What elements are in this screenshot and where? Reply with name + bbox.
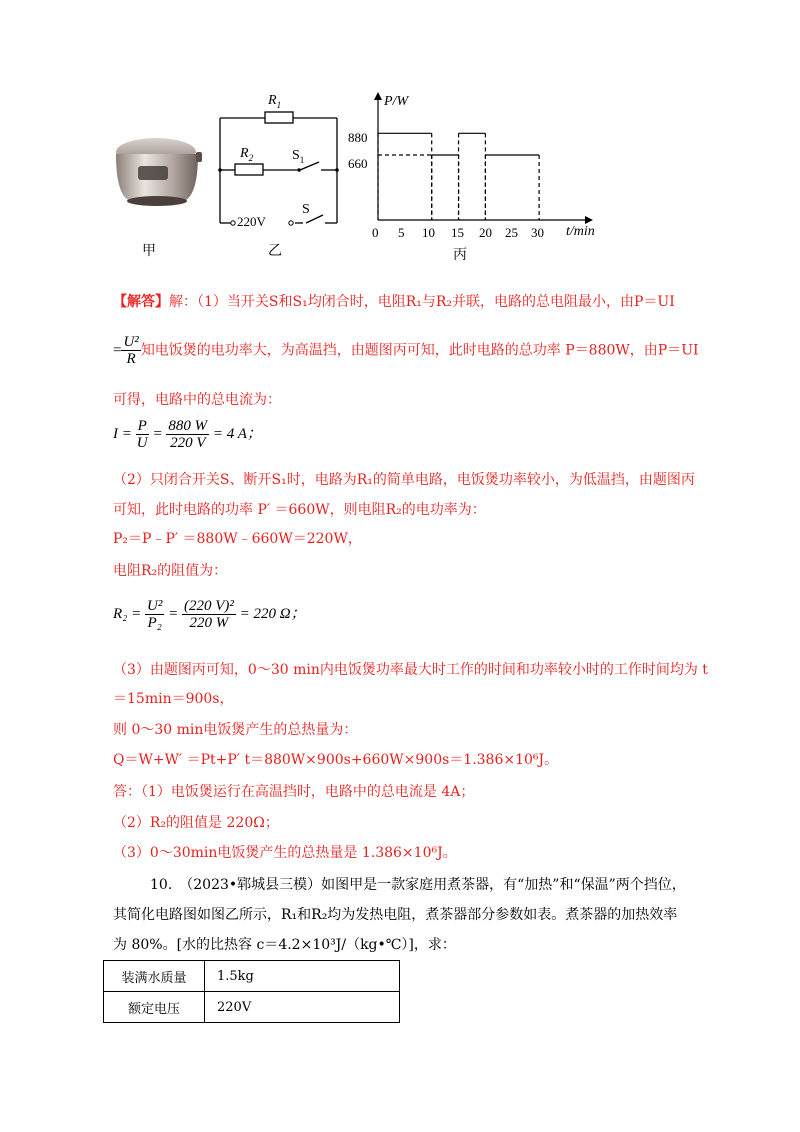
xtick-20: 20 — [479, 225, 492, 240]
solution-line-16: （3）0～30min电饭煲产生的总热量是 1.386×10⁶J。 — [113, 845, 457, 861]
solution-line-6: 可知，此时电路的功率 P′ ＝660W，则电阻R₂的电功率为： — [113, 502, 486, 518]
solution-line-5: （2）只闭合开关S、断开S₁时，电路为R₁的简单电路，电饭煲功率较小，为低温挡，由题图丙 — [113, 472, 695, 488]
xtick-5: 5 — [398, 225, 405, 240]
parameter-table — [103, 960, 400, 1023]
figure-jia-label: 甲 — [142, 243, 156, 259]
equation-resistance: R₂ = $\frac{\text{U²}}{\text{P₂}}$ = $\frac{\text{(220 V)²}}{220 W}$ = 220 Ω； — [113, 598, 306, 631]
problem10-line-2: 其简化电路图如图乙所示，R₁和R₂均为发热电阻，煮茶器部分参数如表。煮茶器的加热效率 — [113, 907, 678, 923]
solution-line-11: ＝15min＝900s， — [113, 691, 234, 707]
solution-line-1: 【解答】解：（1）当开关S和S₁均闭合时，电阻R₁与R₂并联，电路的总电阻最小，由P＝UI — [113, 294, 675, 310]
ytick-880: 880 — [348, 130, 368, 145]
figure-bing-label: 丙 — [453, 247, 467, 263]
r2-label: $R_2$ — [240, 146, 254, 163]
circuit-diagram — [215, 90, 345, 240]
solution-line-10: （3）由题图丙可知，0～30 min内电饭煲功率最大时工作的时间和功率较小时的工作时间均为 t — [113, 662, 708, 678]
xtick-10: 10 — [422, 225, 435, 240]
xtick-25: 25 — [505, 225, 518, 240]
r1-label: $R_1$ — [268, 93, 282, 110]
table-key: 装满水质量 — [104, 961, 205, 992]
table-row — [104, 992, 400, 1023]
solution-line-2: = $\frac{\text{U²}}{R}$ 知电饭煲的电功率大，为高温挡，由题图丙可知，此时电路的总功率 P＝880W，由P＝UI — [113, 334, 699, 367]
graph-ylabel: P/W — [384, 94, 409, 109]
figure-yi-label: 乙 — [268, 243, 282, 259]
solution-line-12: 则 0～30 min电饭煲产生的总热量为： — [113, 722, 358, 738]
table-key: 额定电压 — [104, 992, 205, 1023]
table-value: 1.5kg — [205, 961, 400, 992]
ytick-660: 660 — [348, 156, 368, 171]
solution-line-15: （2）R₂的阻值是 220Ω； — [113, 815, 279, 831]
equation-current: I = $\frac{P}{U}$ = $\frac{880 W}{220 V}$ = 4 A； — [113, 418, 262, 451]
solution-heading: 【解答】 — [113, 294, 169, 310]
solution-line-7: P₂＝P﹣P′ ＝880W﹣660W＝220W， — [113, 531, 362, 547]
xtick-15: 15 — [451, 225, 464, 240]
solution-line-3: 可得，电路中的总电流为： — [113, 392, 281, 408]
fraction-u2-r: $\frac{\text{U²}}{R}$ — [123, 334, 139, 367]
s1-label: $S_1$ — [292, 148, 305, 165]
solution-line-14: 答：（1）电饭煲运行在高温挡时，电路中的总电流是 4A； — [113, 784, 475, 800]
table-value: 220V — [205, 992, 400, 1023]
solution-line-13: Q＝W+W′ ＝Pt+P′ t＝880W×900s+660W×900s＝1.386×10⁶J。 — [113, 752, 559, 768]
s-label: S — [302, 202, 310, 217]
xtick-0: 0 — [372, 225, 379, 240]
table-row — [104, 961, 400, 992]
problem10-line-3: 为 80%。[水的比热容 c＝4.2×10³J/（kg•℃）]，求： — [113, 937, 456, 953]
rice-cooker-image — [108, 130, 208, 210]
xtick-30: 30 — [531, 225, 544, 240]
solution-line-8: 电阻R₂的阻值为： — [113, 563, 228, 579]
voltage-label: 220V — [237, 214, 266, 229]
problem10-line-1: 10. （2023•郓城县三模）如图甲是一款家庭用煮茶器，有“加热”和“保温”两个挡位， — [150, 877, 686, 893]
graph-xlabel: t/min — [566, 224, 595, 239]
